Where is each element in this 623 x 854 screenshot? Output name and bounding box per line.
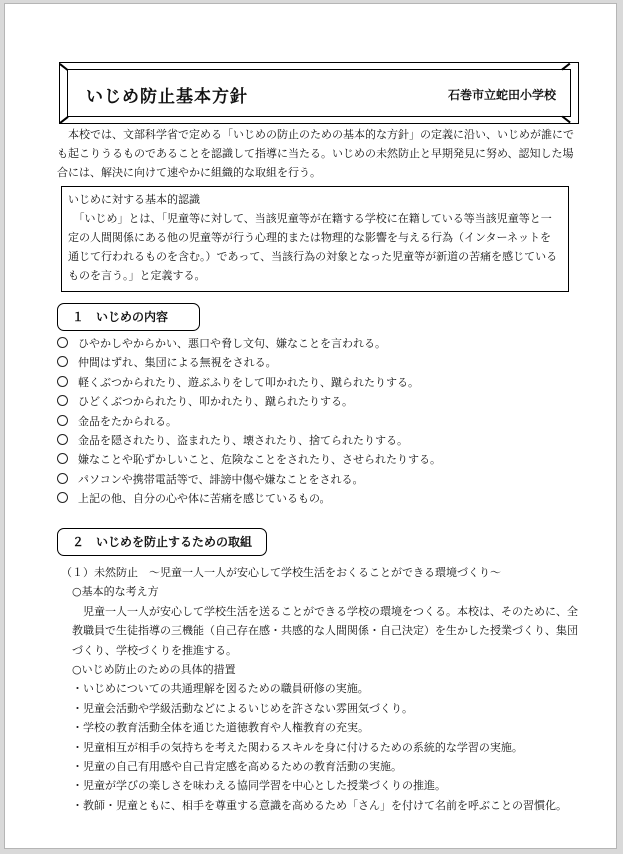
intro-line: 合には、解決に向けて速やかに組織的な取組を行う。 bbox=[57, 166, 321, 179]
frame-corner-line bbox=[60, 116, 69, 123]
list-item-text: 上記の他、自分の心や体に苦痛を感じているもの。 bbox=[78, 492, 331, 506]
definition-box-content bbox=[68, 190, 557, 285]
section2-line: 児童一人一人が安心して学校生活を送ることができる学校の環境をつくる。本校は、そのために、全 bbox=[61, 604, 578, 618]
circle-bullet-icon bbox=[57, 337, 68, 348]
section2-line: 教職員で生徒指導の三機能（自己存在感・共感的な人間関係・自己決定）を生かした授業づくり、集団 bbox=[61, 624, 578, 638]
section2-line: ・児童会活動や学級活動などによるいじめを許さない雰囲気づくり。 bbox=[61, 701, 413, 715]
list-item-text: ひどくぶつかられたり、叩かれたり、蹴られたりする。 bbox=[78, 395, 353, 409]
list-item-text: 嫌なことや恥ずかしいこと、危険なことをされたり、させられたりする。 bbox=[78, 453, 441, 467]
list-item bbox=[57, 412, 441, 431]
section2-heading: ２ いじめを防止するための取組 bbox=[57, 528, 267, 556]
section2-line: ・児童が学びの楽しさを味わえる協同学習を中心とした授業づくりの推進。 bbox=[61, 779, 446, 793]
title-inner-frame bbox=[67, 69, 571, 117]
definition-line: 通じて行われるものを含む。）であって、当該行為の対象となった児童等が新道の苦痛を感じている bbox=[68, 250, 558, 263]
list-item bbox=[57, 450, 441, 469]
circle-bullet-icon bbox=[57, 395, 68, 406]
circle-bullet-icon bbox=[57, 415, 68, 426]
circle-bullet-icon bbox=[57, 453, 68, 464]
circle-bullet-icon bbox=[57, 434, 68, 445]
definition-line: 「いじめ」とは、「児童等に対して、当該児童等が在籍する学校に在籍している等当該児童等と一 bbox=[68, 212, 552, 225]
section2-line: づくり、学校づくりを推進する。 bbox=[61, 643, 237, 657]
document-title: いじめ防止基本方針 bbox=[86, 87, 248, 107]
section2-line: ・児童相互が相手の気持ちを考えた関わるスキルを身に付けるための系統的な学習の実施。 bbox=[61, 740, 523, 754]
school-name: 石巻市立蛇田小学校 bbox=[447, 88, 556, 102]
circle-bullet-icon bbox=[57, 376, 68, 387]
list-item-text: 金品を隠されたり、盗まれたり、壊されたり、捨てられたりする。 bbox=[78, 433, 408, 447]
definition-heading: いじめに対する基本的認識 bbox=[68, 193, 200, 206]
list-item-text: 軽くぶつかられたり、遊ぶふりをして叩かれたり、蹴られたりする。 bbox=[78, 375, 419, 389]
circle-bullet-icon bbox=[57, 356, 68, 367]
list-item bbox=[57, 431, 441, 450]
list-item-text: 仲間はずれ、集団による無視をされる。 bbox=[78, 356, 277, 370]
intro-line: 本校では、文部科学省で定める「いじめの防止のための基本的な方針」の定義に沿い、いじめが誰にで bbox=[57, 128, 574, 141]
list-item bbox=[57, 470, 441, 489]
section2-line: （１）未然防止 ～児童一人一人が安心して学校生活をおくることができる環境づくり～ bbox=[61, 566, 501, 579]
section2-line: ・教師・児童ともに、相手を尊重する意識を高めるため「さん」を付けて名前を呼ぶことの習慣化。 bbox=[61, 798, 567, 812]
intro-line: も起こりうるものであることを認識して指導に当たる。いじめの未然防止と早期発見に努め、認知した場 bbox=[57, 147, 574, 160]
frame-corner-line bbox=[60, 63, 69, 70]
list-item-text: 金品をたかられる。 bbox=[78, 414, 177, 428]
section2-line: ・いじめについての共通理解を図るための職員研修の実施。 bbox=[61, 682, 369, 696]
list-item-text: パソコンや携帯電話等で、誹謗中傷や嫌なことをされる。 bbox=[78, 472, 364, 486]
circle-bullet-icon bbox=[57, 492, 68, 503]
title-frame bbox=[59, 62, 579, 124]
document-page bbox=[4, 3, 617, 849]
definition-line: ものを言う。」と定義する。 bbox=[68, 269, 206, 282]
section2-line: ○いじめ防止のための具体的措置 bbox=[61, 663, 236, 677]
section2-line: ・学校の教育活動全体を通じた道徳教育や人権教育の充実。 bbox=[61, 721, 369, 735]
list-item bbox=[57, 334, 441, 353]
section1-heading: １ いじめの内容 bbox=[57, 303, 200, 331]
definition-line: 定の人間関係にある他の児童等が行う心理的または物理的な影響を与える行為（インターネットを bbox=[68, 231, 552, 244]
bullying-content-list bbox=[57, 334, 441, 509]
list-item bbox=[57, 392, 441, 411]
definition-box bbox=[61, 186, 569, 292]
section2-line: ・児童の自己有用感や自己肯定感を高めるための教育活動の実施。 bbox=[61, 760, 402, 774]
intro-paragraph bbox=[57, 125, 574, 182]
list-item bbox=[57, 373, 441, 392]
list-item bbox=[57, 489, 441, 508]
section2-line: ○基本的な考え方 bbox=[61, 585, 159, 599]
list-item bbox=[57, 353, 441, 372]
prevention-section-body bbox=[61, 563, 578, 815]
list-item-text: ひやかしやからかい、悪口や脅し文句、嫌なことを言われる。 bbox=[78, 337, 386, 350]
circle-bullet-icon bbox=[57, 473, 68, 484]
